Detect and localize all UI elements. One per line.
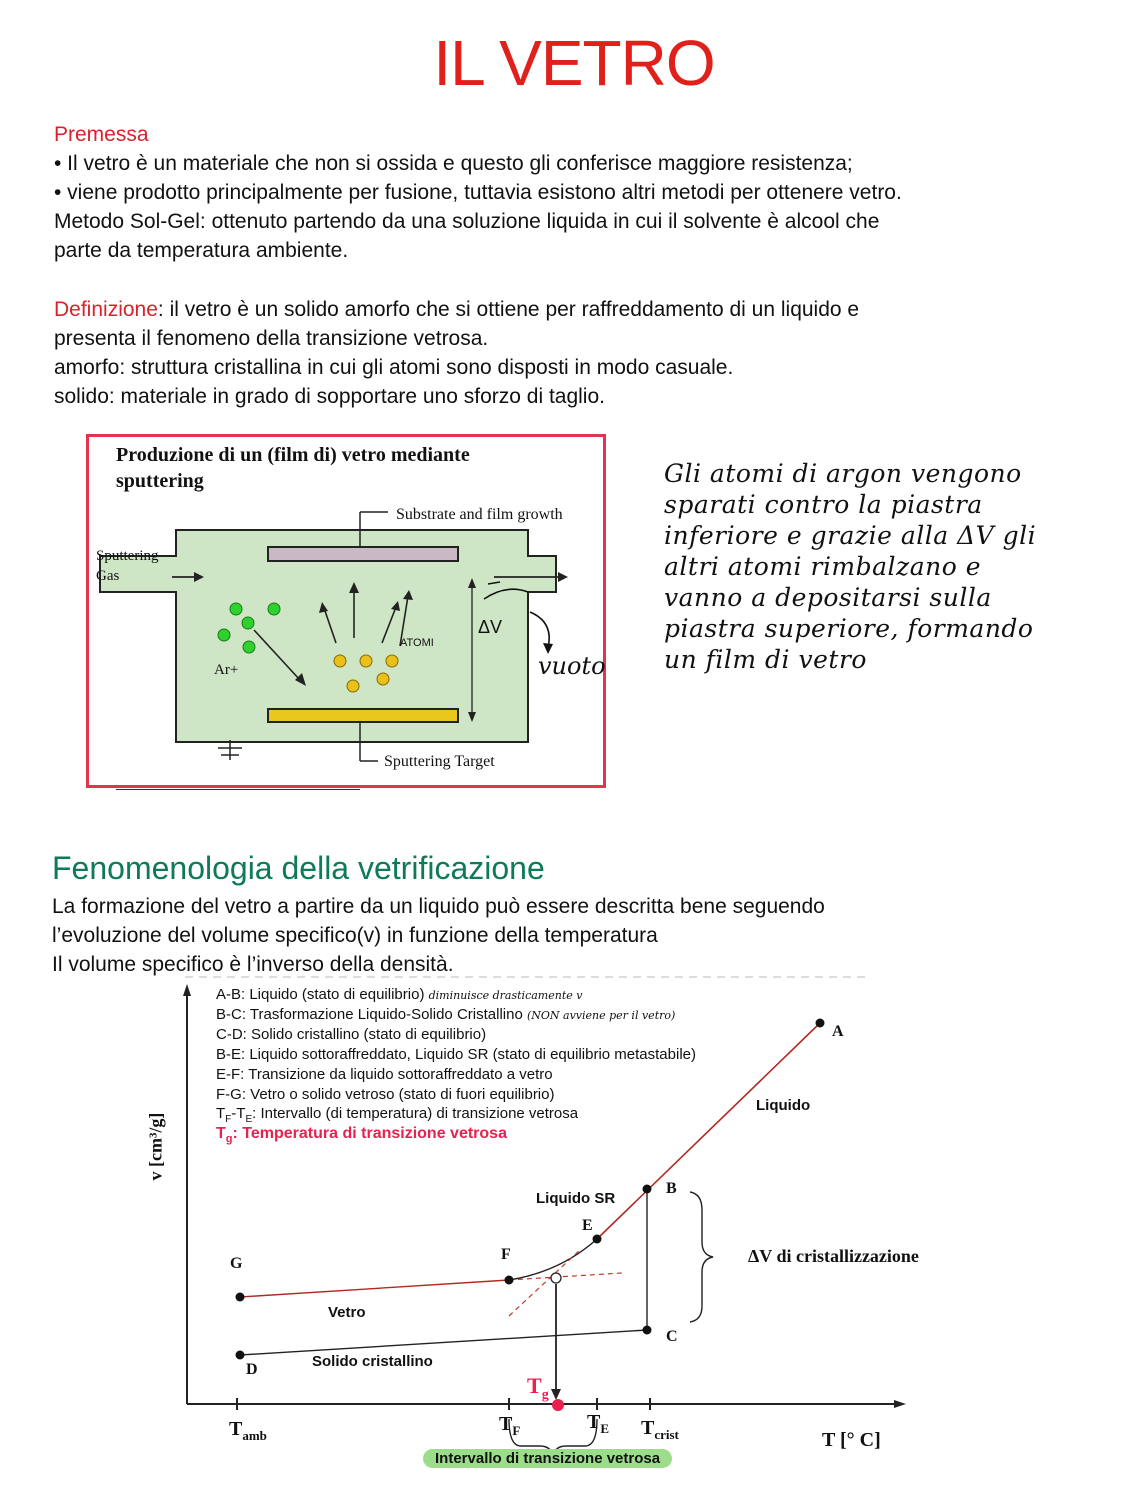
point-a [816, 1019, 825, 1028]
annotation-ab: diminuisce drasticamente v [428, 989, 583, 1002]
premessa-heading: Premessa [54, 123, 149, 146]
point-f [505, 1276, 514, 1285]
section-heading-fenomenologia: Fenomenologia della vetrificazione [52, 850, 545, 886]
argon-atom [218, 629, 230, 641]
note-line: altri atomi rimbalzano e [664, 552, 982, 581]
y-axis-label [136, 1112, 176, 1181]
legend-te-sub: E [245, 1114, 253, 1125]
tick-te: $T_E$ [587, 1411, 610, 1436]
legend-tg-sub: g [225, 1133, 233, 1146]
premessa-bullet-1: • Il vetro è un materiale che non si ossida e questo gli conferisce maggiore resistenza; [54, 152, 853, 175]
point-d [236, 1351, 245, 1360]
label-liquido-sr: Liquido SR [536, 1190, 616, 1207]
sputtered-atom [347, 680, 359, 692]
handwritten-vuoto: vuoto [538, 652, 606, 680]
point-g [236, 1293, 245, 1302]
argon-atom [230, 603, 242, 615]
definizione-text: : il vetro è un solido amorfo che si ottiene per raffreddamento di un liquido e [157, 298, 860, 321]
definizione-line-3: amorfo: struttura cristallina in cui gli atomi sono disposti in modo casuale. [54, 356, 734, 379]
argon-atom [243, 641, 255, 653]
legend-bc-text: B-C: Trasformazione Liquido-Solido Cristallino [216, 1006, 523, 1023]
argon-label: Ar+ [214, 662, 239, 678]
label-liquido: Liquido [756, 1097, 811, 1114]
tick-tcrist-sub: crist [654, 1427, 679, 1442]
tick-tf-sub: F [512, 1423, 521, 1438]
note-line: un film di vetro [664, 645, 867, 674]
tick-tcrist: $T_{crist}$ [641, 1417, 679, 1442]
note-line: vanno a depositarsi sulla [664, 583, 992, 612]
label-delta-v-cristallizzazione: ΔV di cristallizzazione [748, 1246, 919, 1266]
label-d: D [246, 1361, 258, 1378]
sputtered-atom [386, 655, 398, 667]
fenomenologia-line-1: La formazione del vetro a partire da un liquido può essere descritta bene seguendo [52, 895, 825, 918]
sputtering-target-plate [268, 709, 458, 722]
point-c [643, 1326, 652, 1335]
definizione-line-1 [54, 295, 859, 324]
legend-be: B-E: Liquido sottoraffreddato, Liquido SR (stato di equilibrio metastabile) [216, 1046, 696, 1063]
sputtering-gas-label [96, 546, 159, 586]
page-title: IL VETRO [433, 27, 715, 99]
legend-cd: C-D: Solido cristallino (stato di equilibrio) [216, 1026, 487, 1043]
tg-label: $T_g$ [527, 1373, 549, 1403]
label-a: A [832, 1023, 844, 1040]
legend-tf-te: $T_F-T_E$: Intervallo (di temperatura) di transizione vetrosa [216, 1105, 579, 1125]
sputtering-title-line-2: sputtering [116, 470, 204, 492]
handwritten-notes [664, 458, 1036, 675]
tg-marker [552, 1399, 564, 1411]
sputtered-atom [377, 673, 389, 685]
delta-v-brace [690, 1192, 713, 1322]
gas-label-line-1: Sputtering [96, 548, 159, 564]
annotation-bc: (NON avviene per il vetro) [526, 1009, 676, 1022]
premessa-bullet-2: • viene prodotto principalmente per fusione, tuttavia esistono altri metodi per ottenere vetro. [54, 181, 902, 204]
note-line: Gli atomi di argon vengono [664, 459, 1022, 488]
fenomenologia-line-3: Il volume specifico è l’inverso della densità. [52, 953, 454, 976]
glass-line [240, 1280, 509, 1297]
legend-tf-sub: F [225, 1114, 232, 1125]
point-b [643, 1185, 652, 1194]
sputtered-atom [360, 655, 372, 667]
label-g: G [230, 1255, 243, 1272]
argon-atom [268, 603, 280, 615]
premessa-line-4: parte da temperatura ambiente. [54, 239, 349, 262]
intervallo-transizione-badge: Intervallo di transizione vetrosa [423, 1449, 672, 1468]
tick-tamb: $T_{amb}$ [229, 1418, 267, 1443]
tick-tamb-sub: amb [242, 1428, 267, 1443]
legend-tg: $T_g$: Temperatura di transizione vetrosa [216, 1125, 507, 1146]
legend-ab-text: A-B: Liquido (stato di equilibrio) [216, 986, 425, 1003]
substrate-plate [268, 547, 458, 561]
label-solido-cristallino: Solido cristallino [312, 1353, 433, 1370]
tick-te-sub: E [600, 1421, 610, 1436]
gas-label-line-2: Gas [96, 568, 120, 584]
note-line: sparati contro la piastra [664, 490, 983, 519]
y-axis-label-text: v [cm³/g] [145, 1112, 166, 1181]
note-line: inferiore e grazie alla ΔV gli [664, 521, 1037, 550]
legend-bc [216, 1006, 675, 1023]
label-c: C [666, 1328, 678, 1345]
definizione-line-2: presenta il fenomeno della transizione vetrosa. [54, 327, 489, 350]
label-vetro: Vetro [328, 1304, 366, 1321]
label-b: B [666, 1180, 677, 1197]
definizione-heading: Definizione [54, 298, 158, 321]
point-e [593, 1235, 602, 1244]
fenomenologia-line-2: l’evoluzione del volume specifico(v) in funzione della temperatura [52, 924, 658, 947]
sputtering-title-line-1: Produzione di un (film di) vetro mediante [116, 444, 470, 466]
substrate-label: Substrate and film growth [396, 506, 563, 523]
label-f: F [501, 1246, 511, 1263]
legend-tg-text: : Temperatura di transizione vetrosa [232, 1125, 507, 1142]
target-label: Sputtering Target [384, 753, 495, 770]
legend-ef: E-F: Transizione da liquido sottoraffreddato a vetro [216, 1066, 553, 1083]
figure-underline [116, 789, 360, 790]
sputtering-diagram [86, 434, 616, 786]
definizione-line-4: solido: materiale in grado di sopportare uno sforzo di taglio. [54, 385, 605, 408]
legend-fg: F-G: Vetro o solido vetroso (stato di fuori equilibrio) [216, 1086, 555, 1103]
legend-tf-te-text: : Intervallo (di temperatura) di transizione vetrosa [252, 1105, 579, 1122]
sputtered-atom [334, 655, 346, 667]
legend-ab [216, 986, 582, 1003]
crystal-line [240, 1330, 647, 1355]
argon-atom [242, 617, 254, 629]
label-e: E [582, 1217, 593, 1234]
tick-tf: $T_F$ [499, 1413, 521, 1438]
x-axis-label: T [° C] [822, 1429, 881, 1451]
premessa-line-3: Metodo Sol-Gel: ottenuto partendo da una soluzione liquida in cui il solvente è alcool che [54, 210, 880, 233]
tg-label-sub: g [541, 1387, 549, 1403]
delta-v-label: ΔV [478, 617, 503, 637]
note-line: piastra superiore, formando [664, 614, 1034, 643]
atoms-label: ATOMI [400, 637, 434, 649]
